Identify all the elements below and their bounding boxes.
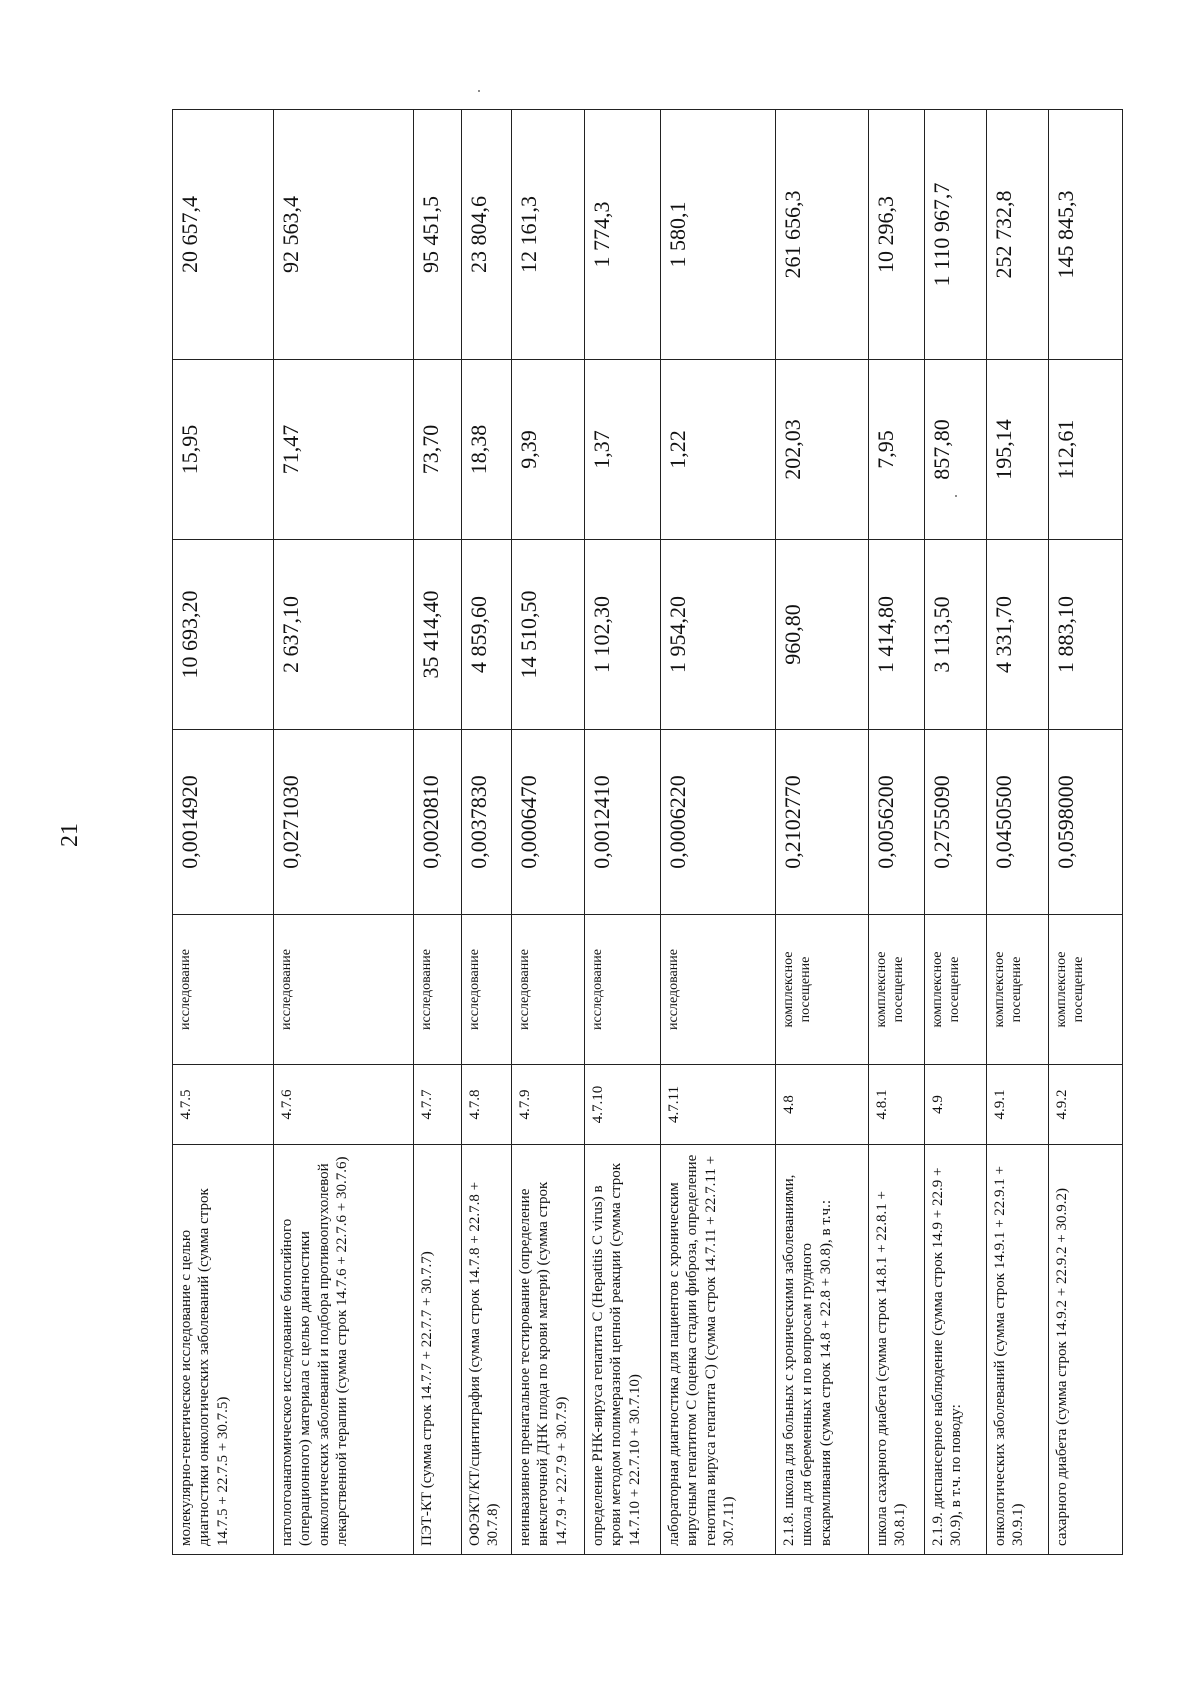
page-number: 21 [57,823,83,847]
row-code: 4.7.6 [274,1065,414,1145]
row-name: патологоанатомическое исследование биопсийного (операционного) материала с целью диагностики онкологических заболеваний и подбора противоопухолевой лекарственной терапии (сумма строк 14.7.6 + 22.7.6 + 30.7.6) [274,1145,414,1555]
row-per-capita: 112,61 [1049,360,1123,540]
data-table [172,109,1123,1555]
row-name: ОФЭКТ/КТ/сцинтиграфия (сумма строк 14.7.8 + 22.7.8 + 30.7.8) [462,1145,512,1555]
row-unit: исследование [512,915,585,1065]
row-cost: 1 414,80 [869,540,925,730]
row-code: 4.7.9 [512,1065,585,1145]
row-per-capita: 9,39 [512,360,585,540]
row-total: 1 580,1 [661,110,776,360]
row-name: неинвазивное пренатальное тестирование (определение внеклеточной ДНК плода по крови матери) (сумма строк 14.7.9 + 22.7.9 + 30.7.9) [512,1145,585,1555]
row-per-capita: 202,03 [776,360,869,540]
row-total: 145 845,3 [1049,110,1123,360]
row-unit: комплексное посещение [869,915,925,1065]
row-total: 10 296,3 [869,110,925,360]
row-norm: 0,0271030 [274,730,414,915]
row-cost: 4 331,70 [987,540,1049,730]
row-per-capita: 1,37 [585,360,661,540]
row-cost: 14 510,50 [512,540,585,730]
row-name: школа сахарного диабета (сумма строк 14.8.1 + 22.8.1 + 30.8.1) [869,1145,925,1555]
row-total: 261 656,3 [776,110,869,360]
row-unit: исследование [173,915,274,1065]
row-code: 4.8.1 [869,1065,925,1145]
row-cost: 2 637,10 [274,540,414,730]
rotated-table-container [172,110,1122,1555]
row-unit: комплексное посещение [776,915,869,1065]
table-row [462,110,512,1555]
row-norm: 0,0006220 [661,730,776,915]
row-per-capita: 1,22 [661,360,776,540]
row-total: 1 774,3 [585,110,661,360]
row-unit: исследование [585,915,661,1065]
row-cost: 1 102,30 [585,540,661,730]
row-per-capita: 15,95 [173,360,274,540]
row-code: 4.8 [776,1065,869,1145]
row-per-capita: 73,70 [414,360,462,540]
row-unit: исследование [274,915,414,1065]
row-name: онкологических заболеваний (сумма строк 14.9.1 + 22.9.1 + 30.9.1) [987,1145,1049,1555]
row-norm: 0,0450500 [987,730,1049,915]
table-row [776,110,869,1555]
row-norm: 0,2755090 [925,730,987,915]
row-code: 4.7.11 [661,1065,776,1145]
row-per-capita: 857,80 [925,360,987,540]
row-name: молекулярно-генетическое исследование с целью диагностики онкологических заболеваний (сумма строк 14.7.5 + 22.7.5 + 30.7.5) [173,1145,274,1555]
row-code: 4.9.1 [987,1065,1049,1145]
row-total: 95 451,5 [414,110,462,360]
row-cost: 35 414,40 [414,540,462,730]
row-code: 4.7.5 [173,1065,274,1145]
scan-speck [478,90,480,92]
row-per-capita: 195,14 [987,360,1049,540]
row-name: определение РНК-вируса гепатита C (Hepatitis C virus) в крови методом полимеразной цепной реакции (сумма строк 14.7.10 + 22.7.10 + 30.7.10) [585,1145,661,1555]
row-total: 92 563,4 [274,110,414,360]
row-code: 4.7.10 [585,1065,661,1145]
row-total: 20 657,4 [173,110,274,360]
row-per-capita: 7,95 [869,360,925,540]
row-cost: 960,80 [776,540,869,730]
row-unit: исследование [414,915,462,1065]
row-code: 4.9 [925,1065,987,1145]
row-norm: 0,0037830 [462,730,512,915]
row-cost: 1 954,20 [661,540,776,730]
row-norm: 0,0006470 [512,730,585,915]
table-row [661,110,776,1555]
table-row [987,110,1049,1555]
table-row [869,110,925,1555]
row-per-capita: 18,38 [462,360,512,540]
row-name: 2.1.8. школа для больных с хроническими заболеваниями, школа для беременных и по вопросам грудного вскармливания (сумма строк 14.8 + 22.8 + 30.8), в т.ч.: [776,1145,869,1555]
row-cost: 4 859,60 [462,540,512,730]
row-per-capita: 71,47 [274,360,414,540]
row-norm: 0,0014920 [173,730,274,915]
table-row [274,110,414,1555]
row-norm: 0,0012410 [585,730,661,915]
row-code: 4.9.2 [1049,1065,1123,1145]
row-unit: исследование [661,915,776,1065]
row-unit: комплексное посещение [1049,915,1123,1065]
row-code: 4.7.8 [462,1065,512,1145]
table-row [1049,110,1123,1555]
row-norm: 0,0056200 [869,730,925,915]
row-total: 1 110 967,7 [925,110,987,360]
row-unit: комплексное посещение [987,915,1049,1065]
row-cost: 3 113,50 [925,540,987,730]
table-row [414,110,462,1555]
row-name: лабораторная диагностика для пациентов с хроническим вирусным гепатитом C (оценка стадии фиброза, определение генотипа вируса гепатита C) (сумма строк 14.7.11 + 22.7.11 + 30.7.11) [661,1145,776,1555]
row-name: ПЭТ-КТ (сумма строк 14.7.7 + 22.7.7 + 30.7.7) [414,1145,462,1555]
row-name: 2.1.9. диспансерное наблюдение (сумма строк 14.9 + 22.9 + 30.9), в т.ч. по поводу: [925,1145,987,1555]
table-row [173,110,274,1555]
row-cost: 10 693,20 [173,540,274,730]
row-norm: 0,2102770 [776,730,869,915]
table-row [925,110,987,1555]
table-row [585,110,661,1555]
row-total: 23 804,6 [462,110,512,360]
row-code: 4.7.7 [414,1065,462,1145]
row-norm: 0,0598000 [1049,730,1123,915]
row-total: 12 161,3 [512,110,585,360]
table-row [512,110,585,1555]
row-total: 252 732,8 [987,110,1049,360]
row-unit: комплексное посещение [925,915,987,1065]
row-norm: 0,0020810 [414,730,462,915]
row-cost: 1 883,10 [1049,540,1123,730]
row-unit: исследование [462,915,512,1065]
row-name: сахарного диабета (сумма строк 14.9.2 + 22.9.2 + 30.9.2) [1049,1145,1123,1555]
